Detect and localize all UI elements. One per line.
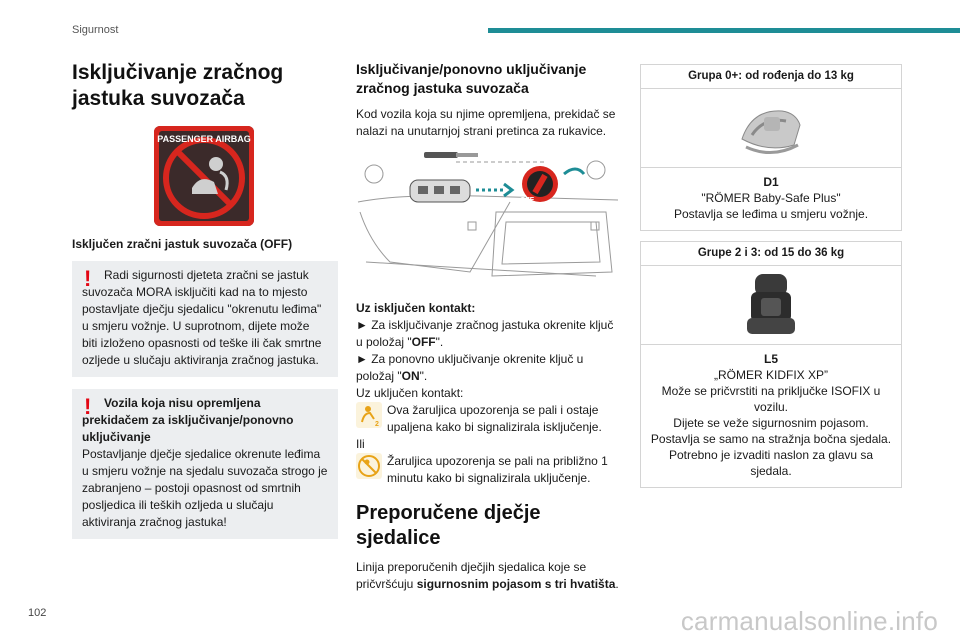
warning-exclamation-icon: ! bbox=[84, 394, 92, 419]
seat-code: D1 bbox=[763, 175, 779, 189]
switch-intro: Kod vozila koja su njime opremljena, prekidač se nalazi na unutarnjoj strani pretinca za rukavice. bbox=[356, 107, 616, 138]
card-image bbox=[641, 266, 901, 345]
section-title-switch: Isključivanje/ponovno uključivanje zračnog jastuka suvozača bbox=[356, 61, 587, 96]
card-line: Dijete se veže sigurnosnim pojasom. bbox=[673, 416, 869, 430]
card-image bbox=[641, 89, 901, 168]
ignition-on-label: Uz uključen kontakt: bbox=[356, 386, 464, 400]
airbag-off-warning-lamp-icon bbox=[356, 402, 382, 428]
airbag-off-icon bbox=[154, 126, 254, 226]
or-label: Ili bbox=[356, 437, 365, 451]
right-column bbox=[640, 64, 902, 488]
step-2: ► Za ponovno uključivanje okrenite ključ u položaj "ON". bbox=[356, 352, 584, 383]
ignition-off-label: Uz isključen kontakt: bbox=[356, 301, 476, 315]
warning-text-2: Postavljanje dječje sjedalice okrenute leđima u smjeru vožnje na sjedalu suvozača strogo je zabranjeno – postoji opasnost od smrtnih posljedica ili teških ozljeda u slučaju aktiviranja zračnog jastuka! bbox=[82, 447, 328, 529]
switch-on-label: ON bbox=[552, 165, 563, 172]
seat-code: L5 bbox=[763, 352, 778, 366]
svg-text:2: 2 bbox=[375, 421, 379, 428]
watermark: carmanualsonline.info bbox=[680, 606, 938, 636]
lamp-row-2 bbox=[356, 453, 620, 487]
warning-text-1: Radi sigurnosti djeteta zračni se jastuk suvozača MORA isključiti kad na to mjesto postavljate dječju sjedalicu "okrenutu leđima" u smjeru vožnje. U suprotnom, dijete može biti izloženo opasnosti od teške ili čak smrtne ozljede u slučaju aktiviranja zračnog jastuka. bbox=[82, 268, 322, 367]
key-fob-icon bbox=[410, 180, 470, 202]
card-line: Potrebno je izvaditi naslon za glavu sa sjedala. bbox=[668, 448, 874, 478]
lamp-text-1: Ova žaruljica upozorenja se pali i ostaje upaljena kako bi signalizirala isključenje. bbox=[387, 403, 602, 434]
running-header: Sigurnost bbox=[72, 24, 119, 36]
recommended-intro: Linija preporučenih dječjih sjedalica koje se pričvršćuju sigurnosnim pojasom s tri hvatišta. bbox=[356, 560, 619, 591]
card-line: Može se pričvrstiti na priključke ISOFIX u vozilu. bbox=[661, 384, 881, 414]
card-body bbox=[641, 168, 901, 230]
child-seat-card-group0 bbox=[640, 64, 902, 231]
booster-seat-icon bbox=[741, 270, 801, 340]
card-line: Postavlja se samo na stražnja bočna sjedala. bbox=[650, 432, 892, 446]
airbag-on-warning-lamp-icon bbox=[356, 453, 382, 479]
warning-bold-2: Vozila koja nisu opremljena prekidačem za isključivanje/ponovno uključivanje bbox=[82, 396, 294, 444]
lamp-row-1 bbox=[356, 402, 620, 436]
glovebox-illustration bbox=[356, 152, 620, 292]
warning-panel-1 bbox=[72, 261, 338, 377]
card-body bbox=[641, 345, 901, 487]
child-seat-card-group23 bbox=[640, 241, 902, 488]
airbag-off-label-image bbox=[154, 126, 254, 226]
airbag-caption: Isključen zračni jastuk suvozača (OFF) bbox=[72, 237, 293, 251]
switch-off-label: OFF bbox=[520, 197, 534, 204]
page-number: 102 bbox=[28, 607, 47, 619]
glovebox-switch-diagram bbox=[356, 152, 620, 292]
step-1: ► Za isključivanje zračnog jastuka okrenite ključ u položaj "OFF". bbox=[356, 318, 614, 349]
card-heading: Grupa 0+: od rođenja do 13 kg bbox=[641, 65, 901, 89]
card-line: Postavlja se leđima u smjeru vožnje. bbox=[673, 207, 869, 221]
section-title-recommended: Preporučene dječje sjedalice bbox=[356, 502, 541, 549]
card-line: „RÖMER KIDFIX XP” bbox=[713, 368, 828, 382]
section-title-airbag: Isključivanje zračnog jastuka suvozača bbox=[72, 61, 284, 110]
lamp-text-2: Žaruljica upozorenja se pali na približno 1 minutu kako bi signalizirala uključenje. bbox=[387, 454, 608, 485]
warning-panel-2 bbox=[72, 389, 338, 539]
baby-seat-icon bbox=[736, 95, 806, 161]
header-accent-bar bbox=[488, 28, 960, 33]
left-column bbox=[72, 60, 338, 539]
warning-exclamation-icon: ! bbox=[84, 266, 92, 291]
card-heading: Grupe 2 i 3: od 15 do 36 kg bbox=[641, 242, 901, 266]
middle-column bbox=[356, 60, 620, 593]
airbag-label-text: PASSENGER AIRBAG bbox=[157, 134, 251, 144]
card-line: "RÖMER Baby-Safe Plus" bbox=[701, 191, 841, 205]
